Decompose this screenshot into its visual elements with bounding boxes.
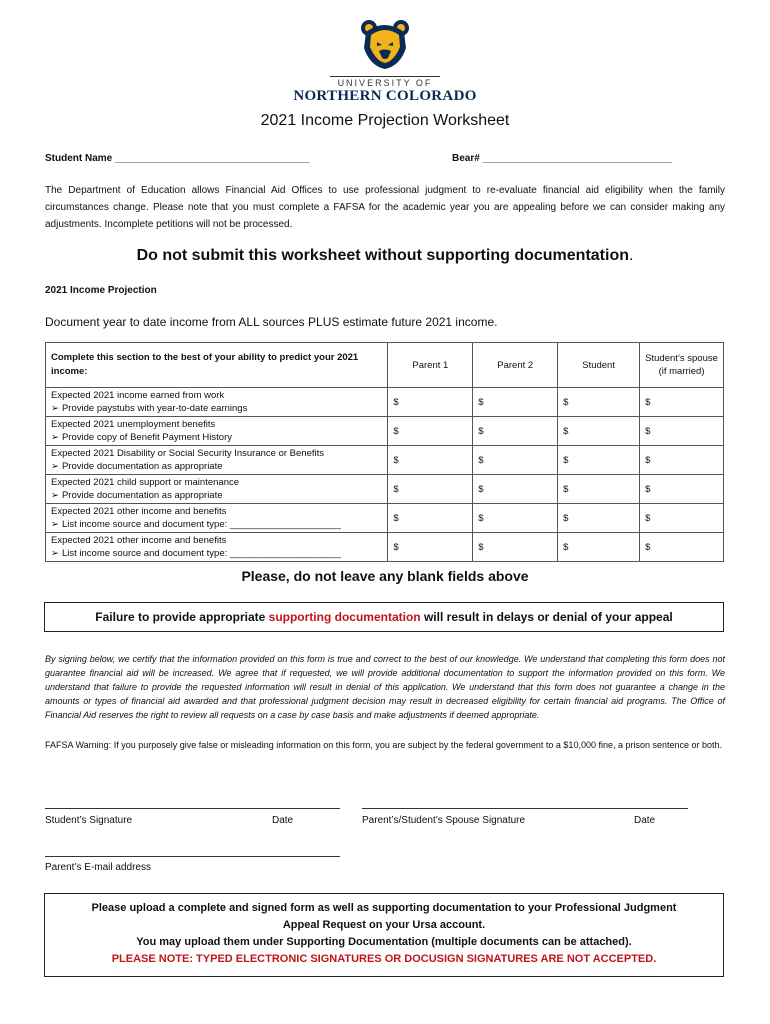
row-description	[46, 533, 388, 562]
arrow-bullet-icon: ➢	[51, 432, 59, 443]
fafsa-warning: FAFSA Warning: If you purposely give false or misleading information on this form, you are subject by the federal government to a $10,000 fine, a prison sentence or both.	[45, 740, 723, 750]
row-label: Expected 2021 income earned from work	[51, 390, 225, 401]
failure-highlight: supporting documentation	[268, 610, 421, 624]
student-amount-input[interactable]: $	[558, 504, 640, 533]
blank-fields-warning: Please, do not leave any blank fields above	[241, 568, 529, 584]
income-projection-table	[45, 342, 724, 562]
row-description	[46, 388, 388, 417]
bear-number-field[interactable]: Bear# __________________________________	[452, 153, 672, 164]
parent1-amount-input[interactable]: $	[388, 446, 473, 475]
row-label: Expected 2021 Disability or Social Security Insurance or Benefits	[51, 448, 324, 459]
spouse-amount-input[interactable]: $	[640, 475, 724, 504]
row-instruction-text: Provide documentation as appropriate	[61, 490, 223, 501]
row-instruction	[51, 431, 382, 444]
student-name-field[interactable]: Student Name ___________________________________	[45, 153, 310, 164]
student-amount-input[interactable]: $	[558, 388, 640, 417]
arrow-bullet-icon: ➢	[51, 461, 59, 472]
row-description	[46, 475, 388, 504]
certification-statement: By signing below, we certify that the information provided on this form is true and correct to the best of our knowledge. We understand that completing this form does not guarantee financial aid will be increased. We agree that if requested, we will provide additional documentation to support the information provided on this form. We understand that failure to provide the requested information will result in denial of this application. We understand that this form does not guarantee a change in the amounts or types of financial aid awarded and that professional judgment decision may result in decreased eligibility for certain financial aid programs. The Office of Financial Aid reserves the right to review all requests on a case by case basis and make adjustments if deemed appropriate.	[45, 654, 725, 720]
spouse-amount-input[interactable]: $	[640, 446, 724, 475]
student-signature-line[interactable]	[45, 808, 340, 809]
student-signature-label: Student’s Signature	[45, 815, 133, 826]
instructions-text: Document year to date income from ALL sources PLUS estimate future 2021 income.	[45, 315, 498, 329]
logo-divider	[330, 76, 440, 77]
row-instruction	[51, 489, 382, 502]
logo-university-of: UNIVERSITY OF	[337, 78, 433, 88]
parent-email-label: Parent’s E-mail address	[45, 862, 151, 873]
student-amount-input[interactable]: $	[558, 475, 640, 504]
spouse-amount-input[interactable]: $	[640, 388, 724, 417]
intro-paragraph: The Department of Education allows Financial Aid Offices to use professional judgment to re-evaluate financial aid eligibility when the family circumstances change. Please note that you must complete a FAFSA for the academic year you are appealing before we can consider making any adjustments. Incomplete petitions will not be processed.	[45, 185, 725, 230]
university-logo	[285, 18, 485, 108]
student-amount-input[interactable]: $	[558, 533, 640, 562]
row-instruction-text[interactable]: List income source and document type: _____________________	[61, 519, 341, 530]
parent1-amount-input[interactable]: $	[388, 475, 473, 504]
upload-line-1: Please upload a complete and signed form as well as supporting documentation to your Professional Judgment	[91, 902, 677, 914]
column-student: Student	[558, 343, 640, 388]
parent1-amount-input[interactable]: $	[388, 504, 473, 533]
student-amount-input[interactable]: $	[558, 446, 640, 475]
parent2-amount-input[interactable]: $	[473, 533, 558, 562]
parent2-amount-input[interactable]: $	[473, 475, 558, 504]
upload-line-2: Appeal Request on your Ursa account.	[282, 919, 486, 931]
row-label: Expected 2021 child support or maintenance	[51, 477, 240, 488]
parent2-amount-input[interactable]: $	[473, 417, 558, 446]
row-instruction-text: Provide documentation as appropriate	[61, 461, 223, 472]
table-row	[46, 388, 724, 417]
column-parent-2: Parent 2	[473, 343, 558, 388]
row-label: Expected 2021 other income and benefits	[51, 535, 227, 546]
arrow-bullet-icon: ➢	[51, 403, 59, 414]
failure-text-before: Failure to provide appropriate	[95, 610, 269, 624]
arrow-bullet-icon: ➢	[51, 519, 59, 530]
student-date-label: Date	[272, 815, 294, 826]
table-row	[46, 417, 724, 446]
parent-date-label: Date	[634, 815, 656, 826]
page-title: 2021 Income Projection Worksheet	[260, 112, 510, 129]
section-label: 2021 Income Projection	[45, 285, 157, 296]
parent1-amount-input[interactable]: $	[388, 388, 473, 417]
spouse-amount-input[interactable]: $	[640, 504, 724, 533]
row-instruction	[51, 402, 382, 415]
student-amount-input[interactable]: $	[558, 417, 640, 446]
table-header-description: Complete this section to the best of your ability to predict your 2021 income:	[46, 343, 388, 388]
failure-text-after: will result in delays or denial of your appeal	[420, 610, 673, 624]
row-description	[46, 446, 388, 475]
warning-heading-text: Do not submit this worksheet without supporting documentation	[136, 247, 629, 264]
arrow-bullet-icon: ➢	[51, 548, 59, 559]
parent-signature-label: Parent’s/Student’s Spouse Signature	[362, 815, 526, 826]
upload-instructions-box	[44, 893, 724, 977]
row-label: Expected 2021 unemployment benefits	[51, 419, 216, 430]
documentation-warning-heading	[0, 247, 770, 265]
row-description	[46, 417, 388, 446]
signature-policy-note: PLEASE NOTE: TYPED ELECTRONIC SIGNATURES OR DOCUSIGN SIGNATURES ARE NOT ACCEPTED.	[111, 953, 657, 965]
parent1-amount-input[interactable]: $	[388, 533, 473, 562]
spouse-amount-input[interactable]: $	[640, 417, 724, 446]
failure-notice-box	[44, 602, 724, 632]
table-header-row	[46, 343, 724, 388]
arrow-bullet-icon: ➢	[51, 490, 59, 501]
parent2-amount-input[interactable]: $	[473, 504, 558, 533]
column-parent-1: Parent 1	[388, 343, 473, 388]
parent-email-line[interactable]	[45, 856, 340, 857]
row-instruction	[51, 547, 382, 560]
parent2-amount-input[interactable]: $	[473, 446, 558, 475]
column-student-spouse: Student’s spouse (if married)	[640, 343, 724, 388]
row-description	[46, 504, 388, 533]
row-label: Expected 2021 other income and benefits	[51, 506, 227, 517]
row-instruction-text: Provide copy of Benefit Payment History	[61, 432, 232, 443]
parent1-amount-input[interactable]: $	[388, 417, 473, 446]
table-row	[46, 533, 724, 562]
upload-line-3: You may upload them under Supporting Documentation (multiple documents can be attached).	[136, 936, 632, 948]
row-instruction-text: Provide paystubs with year-to-date earnings	[61, 403, 248, 414]
parent2-amount-input[interactable]: $	[473, 388, 558, 417]
row-instruction	[51, 460, 382, 473]
parent-signature-line[interactable]	[362, 808, 688, 809]
warning-heading-period: .	[628, 247, 634, 264]
row-instruction-text[interactable]: List income source and document type: _____________________	[61, 548, 341, 559]
bear-mascot-icon	[360, 18, 410, 70]
row-instruction	[51, 518, 382, 531]
table-row	[46, 504, 724, 533]
logo-northern-colorado: NORTHERN COLORADO	[293, 88, 477, 104]
table-row	[46, 446, 724, 475]
spouse-amount-input[interactable]: $	[640, 533, 724, 562]
table-row	[46, 475, 724, 504]
